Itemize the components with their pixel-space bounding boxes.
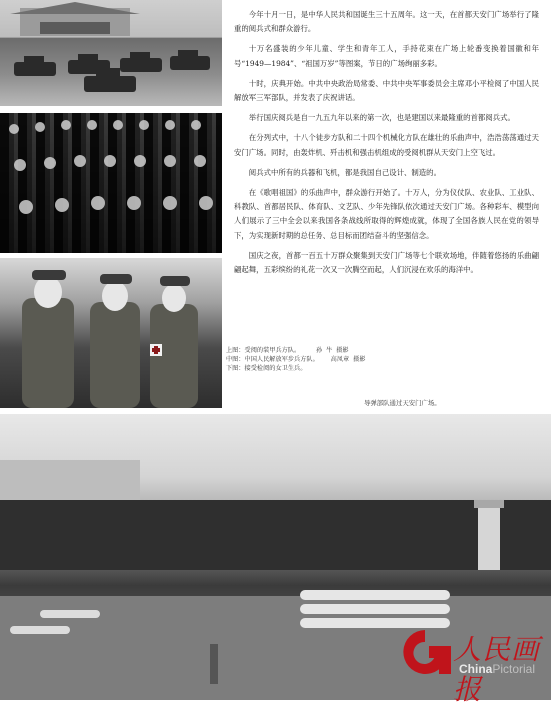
photo-infantry-square-drawing (0, 113, 222, 253)
article-paragraph: 今年十月一日，是中华人民共和国诞生三十五周年。这一天，在首都天安门广场举行了隆重的阅兵式和群众游行。 (234, 10, 539, 34)
caption-middle: 中图：中国人民解放军步兵方队。 高凤章 摄影 (226, 356, 366, 363)
caption-top: 上图：受阅的装甲兵方队。 孙 牛 摄影 (226, 347, 349, 354)
china-pictorial-logo (395, 622, 543, 706)
article-paragraph: 十时，庆典开始。中共中央政治局常委、中共中央军事委员会主席邓小平检阅了中国人民解放军三军部队，并发表了庆祝讲话。 (234, 78, 539, 103)
logo-text-en (459, 662, 535, 676)
photo-female-medics (0, 258, 222, 408)
photo-infantry-square (0, 113, 222, 253)
article-paragraph: 举行国庆阅兵是自一九五九年以来的第一次，也是建国以来最隆重的首都阅兵式。 (248, 113, 515, 123)
article-paragraph: 十万名盛装的少年儿童、学生和青年工人，手持花束在广场上轮番变换着国徽和年号“1949—1984”、“祖国万岁”等图案，节日的广场绚丽多彩。 (234, 44, 539, 68)
caption-bottom: 下图：接受检阅的女卫生兵。 (226, 365, 307, 372)
logo-text-en-bold: China (459, 662, 493, 676)
article-paragraph: 阅兵式中所有的兵器和飞机，都是我国自己设计、制造的。 (248, 167, 441, 177)
photo-captions (226, 346, 426, 373)
article-paragraph: 国庆之夜，首都一百五十万群众聚集到天安门广场等七个联欢场地，伴随着悠扬的乐曲翩翩起舞，五彩缤纷的礼花一次又一次腾空而起，人们沉浸在欢乐的海洋中。 (234, 250, 539, 275)
photo-armored-troops (0, 0, 222, 106)
article-paragraph: 在《歌唱祖国》的乐曲声中，群众游行开始了。十万人，分为仪仗队、农业队、工业队、科教队、首都居民队、体育队、文艺队、少年先锋队依次通过天安门广场。各种彩车、模型向人们展示了三中全会以来我国各条战线所取得的辉煌成就，体现了全国各族人民在党的领导下，为实现新时期的总任务、总目标而团结奋斗的坚强信念。 (234, 188, 539, 240)
logo-text-cn: 人民画报 (453, 633, 541, 706)
article-paragraph: 在分列式中，十八个徒步方队和二十四个机械化方队在雄壮的乐曲声中，浩浩荡荡通过天安门广场。同时，由轰炸机、歼击机和强击机组成的受阅机群从天安门上空飞过。 (234, 133, 539, 157)
logo-text-en-light: Pictorial (492, 662, 536, 676)
article-body (234, 8, 539, 283)
photo-female-medics-drawing (0, 258, 222, 408)
caption-wide: 导弹部队通过天安门广场。 (364, 399, 441, 407)
photo-armored-troops-drawing (0, 0, 222, 106)
logo-mark-icon (395, 622, 455, 682)
